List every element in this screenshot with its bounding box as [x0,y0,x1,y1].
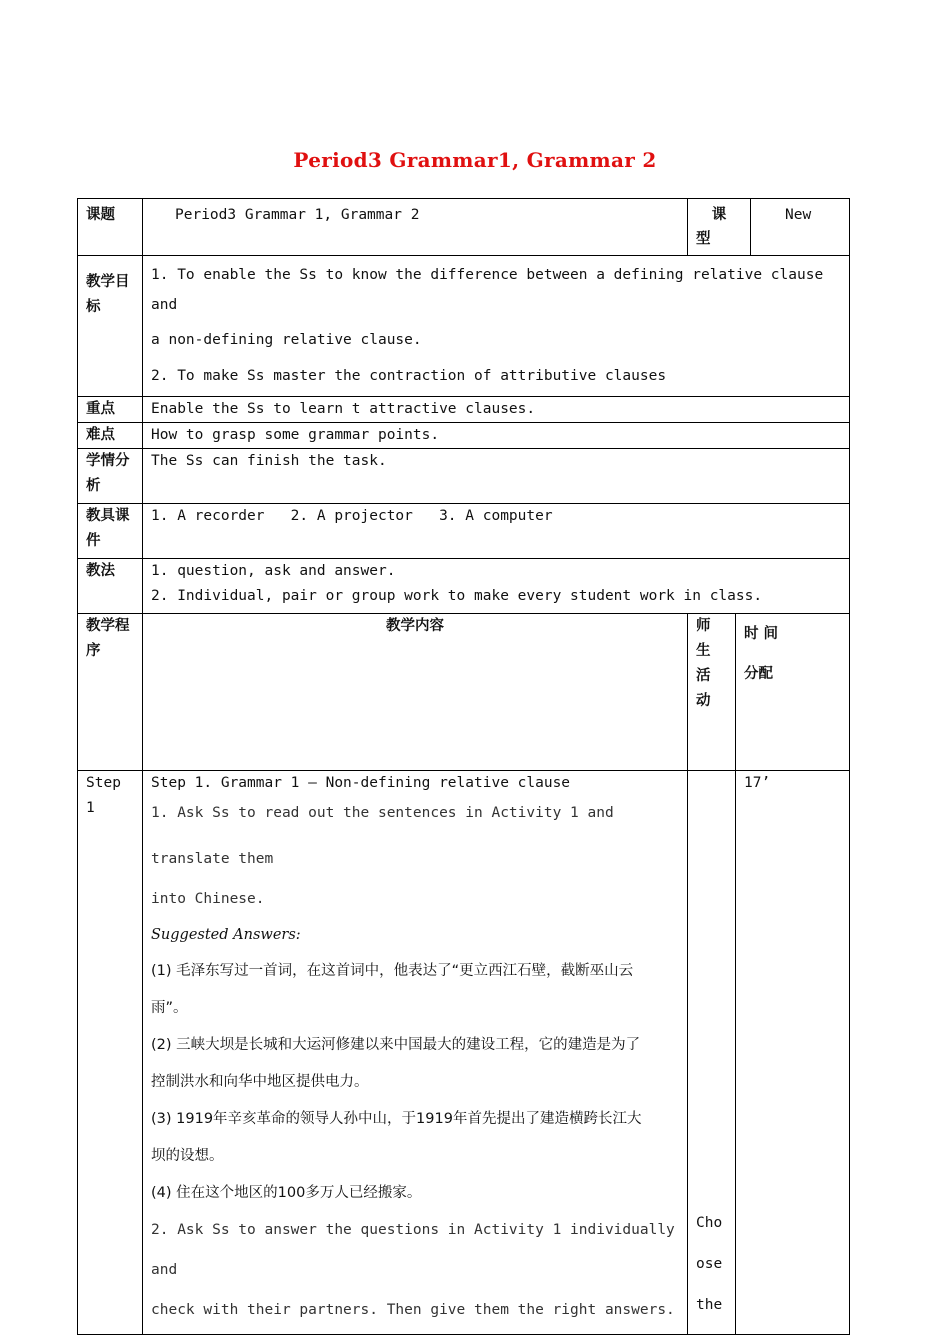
answer-2-line2: 控制洪水和向华中地区提供电力。 [151,1074,369,1090]
content-header: 教学内容 [143,614,688,771]
goals-label [78,256,143,397]
step1-content [143,771,688,1335]
tools-row [78,504,850,559]
step1-label-2: 1 [86,800,95,816]
step1-heading: Step 1. Grammar 1 — Non-defining relative clause [151,775,571,791]
tools-label [78,504,143,559]
analysis-row [78,449,850,504]
goals-label-1: 教学目 [86,274,130,290]
answer-1-line1: (1) 毛泽东写过一首词，在这首词中，他表达了“更立西江石壁，截断巫山云 [151,963,634,979]
answer-2-line1: (2) 三峡大坝是长城和大运河修建以来中国最大的建设工程，它的建造是为了 [151,1037,641,1053]
procedure-label [78,614,143,771]
goals-row [78,256,850,397]
step1-activity-2: ose [696,1256,723,1272]
key-label: 重点 [78,397,143,423]
topic-label: 课题 [78,199,143,256]
step1-activity-1: Cho [696,1215,723,1231]
activity-header-4: 动 [696,693,711,709]
step1-p1-line2: into Chinese. [151,891,265,907]
time-header-2: 分配 [744,666,773,682]
method-label: 教法 [78,559,143,614]
goal-line-2: a non-defining relative clause. [151,332,422,348]
topic-value: Period3 Grammar 1, Grammar 2 [143,199,688,256]
step1-p2-line2: check with their partners. Then give them the right answers. [151,1302,675,1318]
step1-label-1: Step [86,775,121,791]
topic-row [78,199,850,256]
step1-activity [688,771,736,1335]
type-label [688,199,751,256]
suggested-answers-heading: Suggested Answers: [151,927,301,943]
goals-content [143,256,850,397]
goals-label-2: 标 [86,299,101,315]
method-line-2: 2. Individual, pair or group work to make every student work in class. [151,588,763,604]
tools-label-1: 教具课 [86,508,130,524]
procedure-label-2: 序 [86,643,101,659]
answer-3-line1: (3) 1919年辛亥革命的领导人孙中山，于1919年首先提出了建造横跨长江大 [151,1111,642,1127]
method-row [78,559,850,614]
goal-line-3: 2. To make Ss master the contraction of attributive clauses [151,368,667,384]
page-title: Period3 Grammar1, Grammar 2 [293,148,657,172]
difficult-value: How to grasp some grammar points. [143,423,850,449]
method-line-1: 1. question, ask and answer. [151,563,396,579]
activity-header-2: 生 [696,643,711,659]
step1-p1-line1: 1. Ask Ss to read out the sentences in Activity 1 and translate them [151,805,614,867]
step1-p2-line1: 2. Ask Ss to answer the questions in Activity 1 individually and [151,1222,675,1278]
answer-1-line2: 雨”。 [151,1000,188,1016]
key-row [78,397,850,423]
tools-label-2: 件 [86,533,101,549]
activity-header-1: 师 [696,618,711,634]
analysis-value: The Ss can finish the task. [143,449,850,504]
activity-header [688,614,736,771]
answer-3-line2: 坝的设想。 [151,1148,224,1164]
procedure-label-1: 教学程 [86,618,130,634]
analysis-label-2: 析 [86,478,101,494]
step1-row [78,771,850,1335]
key-value: Enable the Ss to learn t attractive clauses. [143,397,850,423]
step1-activity-3: the [696,1297,723,1313]
goal-line-1: 1. To enable the Ss to know the difference between a defining relative clause and [151,267,824,313]
analysis-label-1: 学情分 [86,453,130,469]
type-label-2: 型 [696,231,711,247]
step1-time: 17’ [736,771,850,1335]
lesson-plan-table [77,198,850,1335]
difficult-label: 难点 [78,423,143,449]
activity-header-3: 活 [696,668,711,684]
difficult-row [78,423,850,449]
analysis-label [78,449,143,504]
procedure-header-row [78,614,850,771]
tools-value: 1. A recorder 2. A projector 3. A computer [143,504,850,559]
answer-4: (4) 住在这个地区的100多万人已经搬家。 [151,1185,422,1201]
type-label-1: 课 [711,207,727,223]
method-content [143,559,850,614]
time-header [736,614,850,771]
time-header-1: 时 间 [744,626,779,642]
step1-label [78,771,143,1335]
type-value: New [751,199,850,256]
